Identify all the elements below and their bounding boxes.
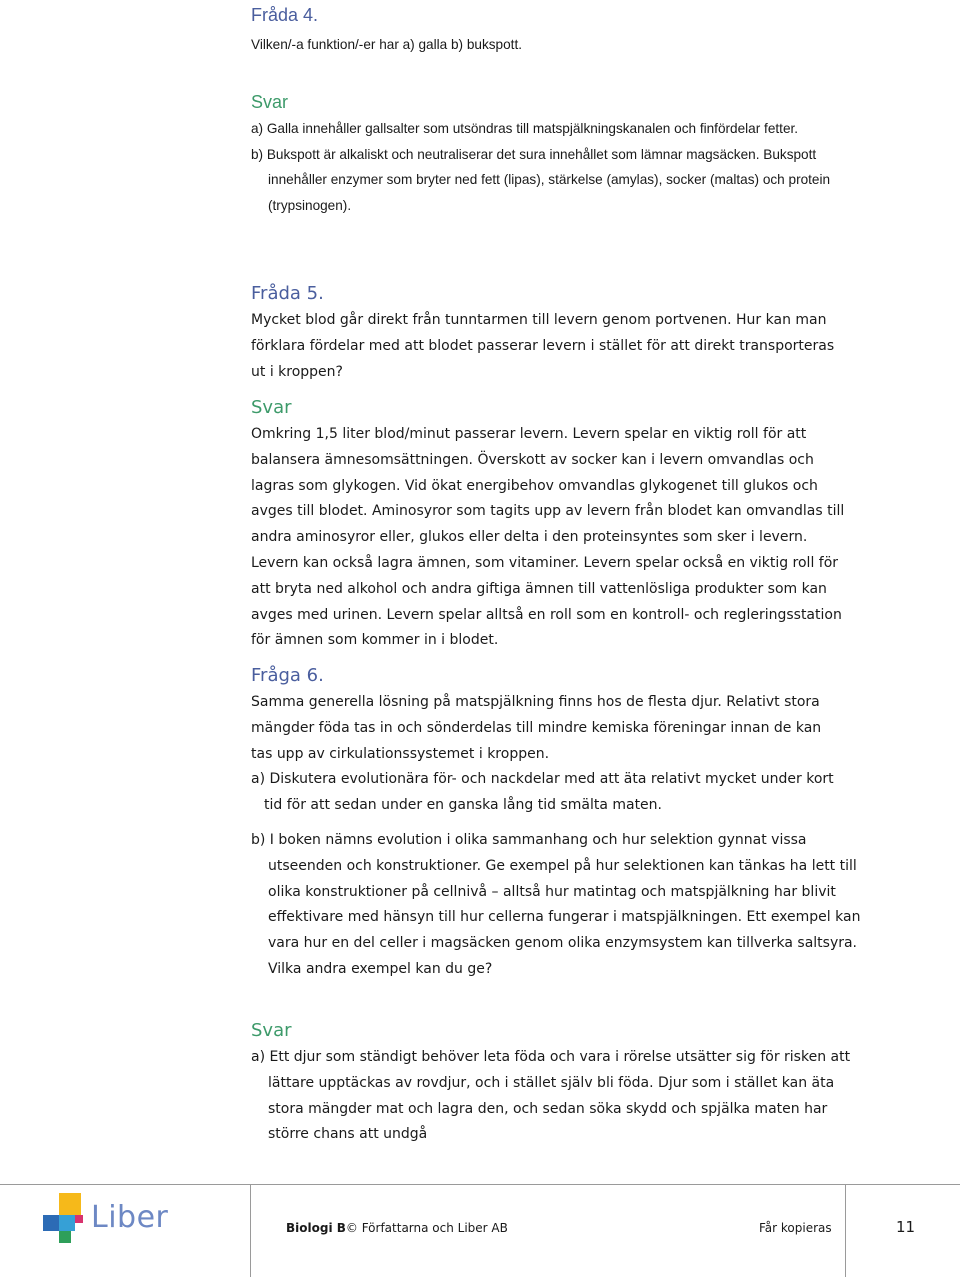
question-4-heading: Fråda 4.: [251, 5, 319, 25]
question-6-part-b-question: Vilka andra exempel kan du ge?: [268, 960, 493, 977]
footer-permission: Får kopieras: [759, 1221, 832, 1235]
question-5-heading: Fråda 5.: [251, 283, 324, 304]
question-6-intro: Samma generella lösning på matspjälkning finns hos de flesta djur. Relativt stora mängder föda tas in och sönderdelas till mindre kemiska föreningar innan de kan tas upp av cirkulationssystemet i kroppen.: [251, 694, 822, 762]
answer-6-heading: Svar: [251, 1020, 292, 1041]
question-5: [251, 283, 851, 385]
liber-logo-text: Liber: [91, 1200, 169, 1235]
logo-square-green: [59, 1231, 71, 1243]
logo-square-pink: [75, 1215, 83, 1223]
question-6: [251, 665, 861, 983]
logo-square-yellow: [59, 1193, 81, 1215]
answer-5-text: Omkring 1,5 liter blod/minut passerar levern. Levern spelar en viktig roll för att balansera ämnesomsättningen. Överskott av socker kan i levern omvandlas och lagras som glykogen. Vid ökat energibehov omvandlas glykogenet till glukos och avges till blodet. Aminosyror som tagits upp av levern från blodet kan omvandlas till andra aminosyror eller, glukos eller delta i den proteinsyntes som sker i levern. Levern kan också lagra ämnen, som vitaminer. Levern spelar också en viktig roll för att bryta ned alkohol och andra giftiga ämnen till vattenlösliga produkter som kan avges med urinen. Levern spelar alltså en roll som en kontroll- och regleringsstation för ämnen som kommer in i blodet.: [251, 426, 845, 649]
footer-divider-right: [845, 1185, 846, 1277]
logo-square-lightblue: [59, 1215, 75, 1231]
answer-4-part-b: b) Bukspott är alkaliskt och neutraliserar det sura innehållet som lämnar magsäcken. Bukspott innehåller enzymer som bryter ned fett (lipas), stärkelse (amylas), socker (maltas) och protein (trypsinogen).: [251, 146, 831, 213]
footer-divider-left: [250, 1185, 251, 1277]
answer-6: [251, 1020, 851, 1148]
question-4-text: Vilken/-a funktion/-er har a) galla b) bukspott.: [251, 37, 523, 52]
footer-copyright: © Författarna och Liber AB: [345, 1221, 508, 1235]
logo-square-blue: [43, 1215, 59, 1231]
footer-divider: [0, 1184, 960, 1185]
page-number: 11: [896, 1218, 916, 1236]
answer-4: [251, 91, 851, 218]
answer-4-part-a: a) Galla innehåller gallsalter som utsöndras till matspjälkningskanalen och finfördelar fetter.: [251, 121, 799, 136]
answer-6-part-a: a) Ett djur som ständigt behöver leta föda och vara i rörelse utsätter sig för risken att lättare upptäckas av rovdjur, och i stället själv bli föda. Djur som i stället kan äta stora mängder mat och lagra den, och sedan söka skydd och spjälka maten har större chans att undgå: [251, 1049, 851, 1143]
answer-5-heading: Svar: [251, 397, 292, 418]
question-6-part-a: a) Diskutera evolutionära för- och nackdelar med att äta relativt mycket under kort tid för att sedan under en ganska lång tid smälta maten.: [251, 771, 834, 814]
footer-credit: [286, 1221, 508, 1235]
question-4: [251, 4, 851, 58]
answer-5: [251, 397, 845, 654]
question-6-heading: Fråga 6.: [251, 665, 324, 686]
footer-book-title: Biologi B: [286, 1221, 346, 1235]
answer-4-heading: Svar: [251, 92, 289, 112]
question-6-part-b: b) I boken nämns evolution i olika sammanhang och hur selektion gynnat vissa utseenden och konstruktioner. Ge exempel på hur selektionen kan tänkas ha lett till olika konstruktioner på cellnivå – alltså hur matintag och matspjälkning har blivit effektivare med hänsyn till hur cellerna fungerar i matspjälkningen. Ett exempel kan vara hur en del celler i magsäcken genom olika enzymsystem kan tillverka saltsyra.: [251, 831, 861, 952]
question-5-text: Mycket blod går direkt från tunntarmen till levern genom portvenen. Hur kan man förklara fördelar med att blodet passerar levern i stället för att direkt transporteras ut i kroppen?: [251, 312, 835, 380]
